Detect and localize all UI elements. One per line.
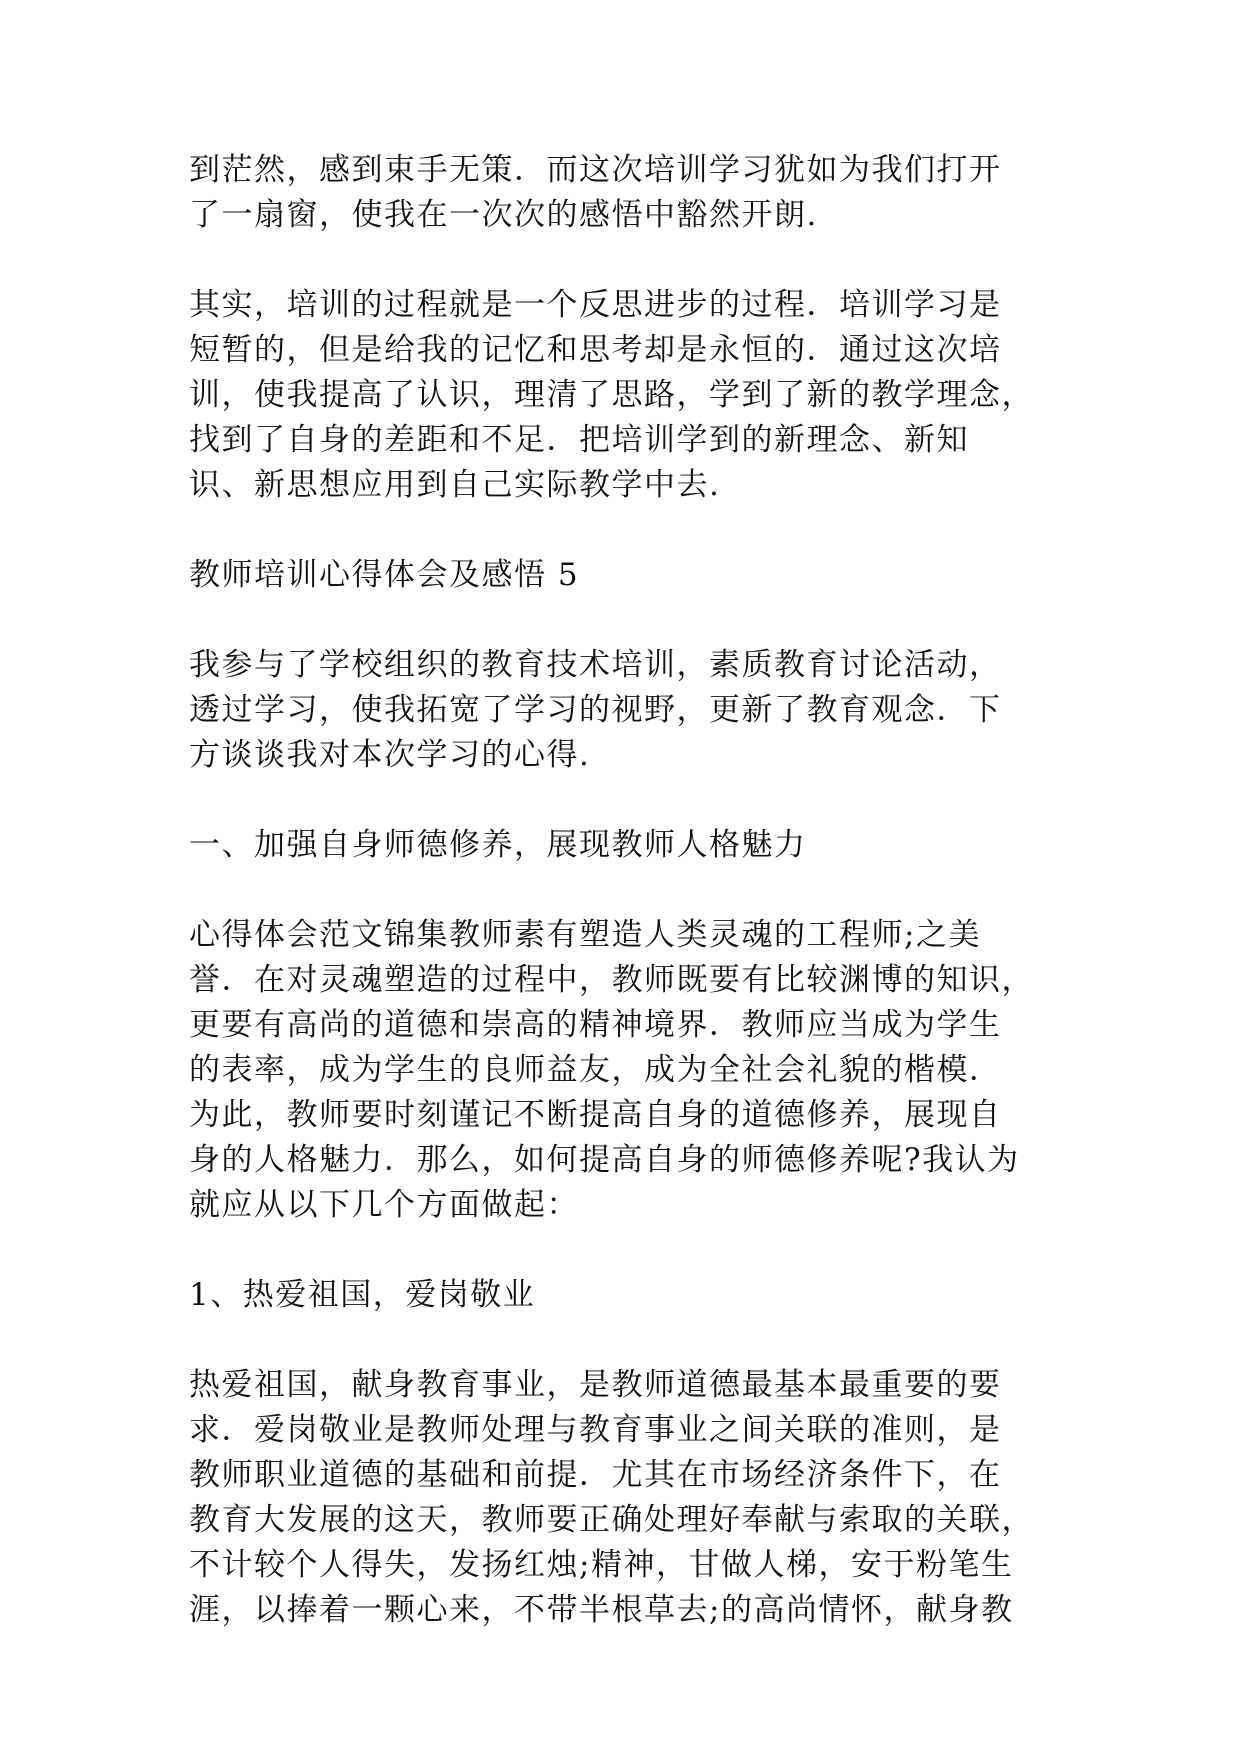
text-line: 短暂的，但是给我的记忆和思考却是永恒的．通过这次培: [189, 332, 1002, 368]
paragraph: [189, 1363, 1049, 1633]
text-line: 透过学习，使我拓宽了学习的视野，更新了教育观念．下: [189, 692, 1002, 728]
text-line: 求．爱岗敬业是教师处理与教育事业之间关联的准则，是: [189, 1412, 1002, 1448]
section-heading: [189, 553, 1049, 598]
heading-text: 一、加强自身师德修养，展现教师人格魅力: [189, 827, 807, 863]
text-line: 更要有高尚的道德和崇高的精神境界．教师应当成为学生: [189, 1007, 1002, 1043]
paragraph: [189, 148, 1049, 238]
paragraph: [189, 283, 1049, 508]
text-line: 就应从以下几个方面做起：: [189, 1187, 579, 1223]
document-body: [189, 148, 1049, 1678]
text-line: 誉．在对灵魂塑造的过程中，教师既要有比较渊博的知识，: [189, 962, 1034, 998]
heading-text: 教师培训心得体会及感悟 5: [189, 557, 580, 593]
text-line: 的表率，成为学生的良师益友，成为全社会礼貌的楷模．: [189, 1052, 1002, 1088]
text-line: 为此，教师要时刻谨记不断提高自身的道德修养，展现自: [189, 1097, 1002, 1133]
section-heading: [189, 1273, 1049, 1318]
text-line: 涯，以捧着一颗心来，不带半根草去;的高尚情怀，献身教: [189, 1592, 1014, 1628]
text-line: 教师职业道德的基础和前提．尤其在市场经济条件下，在: [189, 1457, 1002, 1493]
text-line: 训，使我提高了认识，理清了思路，学到了新的教学理念，: [189, 377, 1034, 413]
text-line: 其实，培训的过程就是一个反思进步的过程．培训学习是: [189, 287, 1002, 323]
paragraph: [189, 913, 1049, 1228]
heading-text: 1、热爱祖国，爱岗敬业: [189, 1277, 536, 1313]
text-line: 教育大发展的这天，教师要正确处理好奉献与索取的关联，: [189, 1502, 1034, 1538]
text-line: 到茫然，感到束手无策．而这次培训学习犹如为我们打开: [189, 152, 1002, 188]
text-line: 不计较个人得失，发扬红烛;精神，甘做人梯，安于粉笔生: [189, 1547, 1014, 1583]
text-line: 方谈谈我对本次学习的心得.: [189, 737, 591, 773]
text-line: 身的人格魅力．那么，如何提高自身的师德修养呢?我认为: [189, 1142, 1020, 1178]
text-line: 我参与了学校组织的教育技术培训，素质教育讨论活动，: [189, 647, 1002, 683]
paragraph: [189, 643, 1049, 778]
text-line: 找到了自身的差距和不足．把培训学到的新理念、新知: [189, 422, 969, 458]
text-line: 了一扇窗，使我在一次次的感悟中豁然开朗.: [189, 197, 818, 233]
text-line: 识、新思想应用到自己实际教学中去.: [189, 467, 721, 503]
text-line: 热爱祖国，献身教育事业，是教师道德最基本最重要的要: [189, 1367, 1002, 1403]
section-heading: [189, 823, 1049, 868]
text-line: 心得体会范文锦集教师素有塑造人类灵魂的工程师;之美: [189, 917, 981, 953]
